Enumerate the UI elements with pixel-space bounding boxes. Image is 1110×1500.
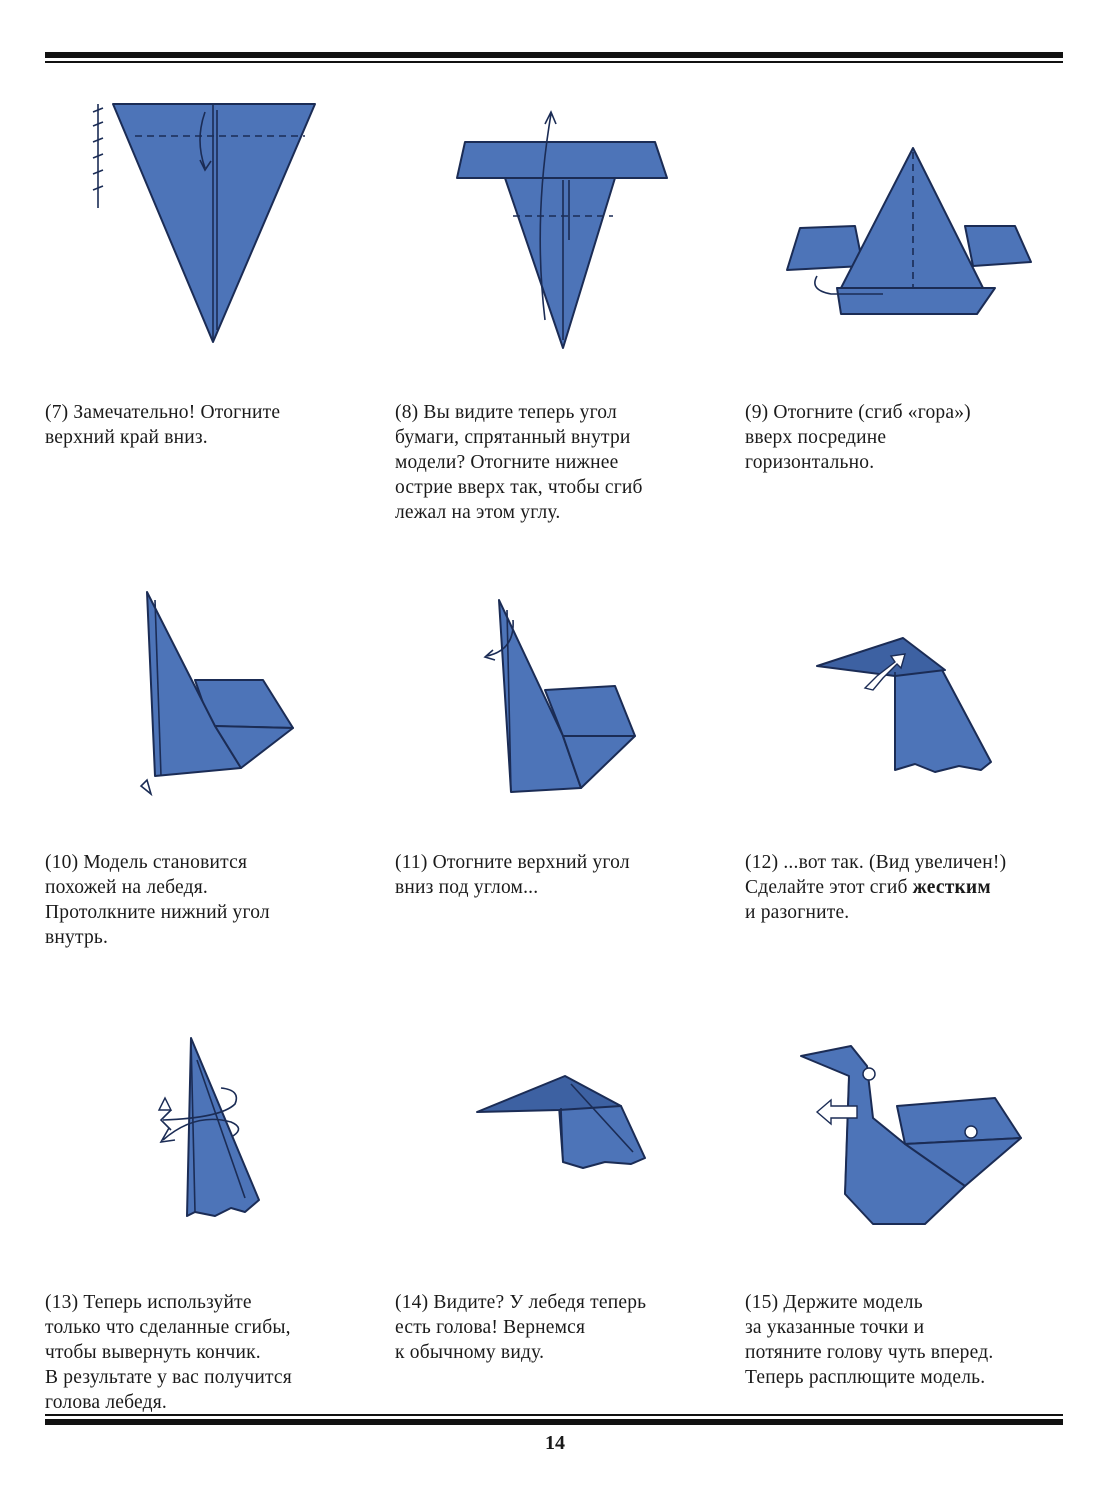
caption-line: (7) Замечательно! Отогните: [45, 402, 281, 423]
caption-line: потяните голову чуть вперед.: [745, 1342, 994, 1363]
step-15-caption: [745, 1290, 1085, 1390]
step-9-diagram: [745, 90, 1085, 380]
caption-line: верхний край вниз.: [45, 427, 208, 448]
page-number: 14: [545, 1432, 565, 1454]
step-7-diagram: [45, 90, 385, 380]
caption-text: Сделайте этот сгиб: [745, 877, 908, 898]
step-8-diagram: [395, 90, 735, 380]
top-rule-thick: [45, 52, 1063, 58]
step-15-diagram: [745, 980, 1085, 1270]
step-13-diagram: [45, 980, 385, 1270]
step-10-caption: [45, 850, 385, 950]
step-12: [745, 540, 1085, 980]
caption-line: [745, 875, 1085, 900]
caption-line: острие вверх так, чтобы сгиб: [395, 477, 643, 498]
step-10: [45, 540, 385, 980]
step-12-caption: [745, 850, 1085, 925]
caption-line: (10) Модель становится: [45, 852, 248, 873]
step-12-diagram: [745, 540, 1085, 830]
caption-line: (15) Держите модель: [745, 1292, 923, 1313]
hold-point-wing: [965, 1126, 977, 1138]
bottom-rule-thick: [45, 1419, 1063, 1425]
step-13-caption: [45, 1290, 385, 1415]
caption-line: (11) Отогните верхний угол: [395, 852, 630, 873]
caption-line: чтобы вывернуть кончик.: [45, 1342, 261, 1363]
caption-line: В результате у вас получится: [45, 1367, 292, 1388]
caption-line: вниз под углом...: [395, 877, 539, 898]
caption-line: модели? Отогните нижнее: [395, 452, 619, 473]
caption-line: (8) Вы видите теперь угол: [395, 402, 617, 423]
caption-line: Теперь расплющите модель.: [745, 1367, 986, 1388]
caption-line: внутрь.: [45, 927, 109, 948]
bottom-rule-thin: [45, 1414, 1063, 1416]
step-11: [395, 540, 735, 980]
step-11-caption: [395, 850, 735, 900]
step-8-caption: [395, 400, 735, 525]
caption-line: (14) Видите? У лебедя теперь: [395, 1292, 647, 1313]
caption-bold-word: жестким: [912, 877, 991, 898]
top-rule-thin: [45, 61, 1063, 63]
caption-line: похожей на лебедя.: [45, 877, 208, 898]
step-13: [45, 980, 385, 1420]
step-11-diagram: [395, 540, 735, 830]
caption-line: горизонтально.: [745, 452, 875, 473]
hold-point-head: [863, 1068, 875, 1080]
step-14-diagram: [395, 980, 735, 1270]
caption-line: Протолкните нижний угол: [45, 902, 270, 923]
step-15: [745, 980, 1085, 1420]
caption-line: к обычному виду.: [395, 1342, 545, 1363]
caption-line: лежал на этом углу.: [395, 502, 561, 523]
caption-line: (13) Теперь используйте: [45, 1292, 252, 1313]
step-10-diagram: [45, 540, 385, 830]
step-7: [45, 90, 385, 530]
caption-line: за указанные точки и: [745, 1317, 925, 1338]
step-9: [745, 90, 1085, 530]
caption-line: голова лебедя.: [45, 1392, 167, 1413]
caption-line: вверх посредине: [745, 427, 887, 448]
caption-line: есть голова! Вернемся: [395, 1317, 586, 1338]
step-14-caption: [395, 1290, 735, 1365]
caption-line: и разогните.: [745, 902, 850, 923]
step-9-caption: [745, 400, 1085, 475]
caption-line: бумаги, спрятанный внутри: [395, 427, 631, 448]
step-8: [395, 90, 735, 530]
caption-line: (9) Отогните (сгиб «гора»): [745, 402, 971, 423]
caption-line: (12) ...вот так. (Вид увеличен!): [745, 852, 1007, 873]
step-14: [395, 980, 735, 1420]
step-7-caption: [45, 400, 385, 450]
caption-line: только что сделанные сгибы,: [45, 1317, 291, 1338]
